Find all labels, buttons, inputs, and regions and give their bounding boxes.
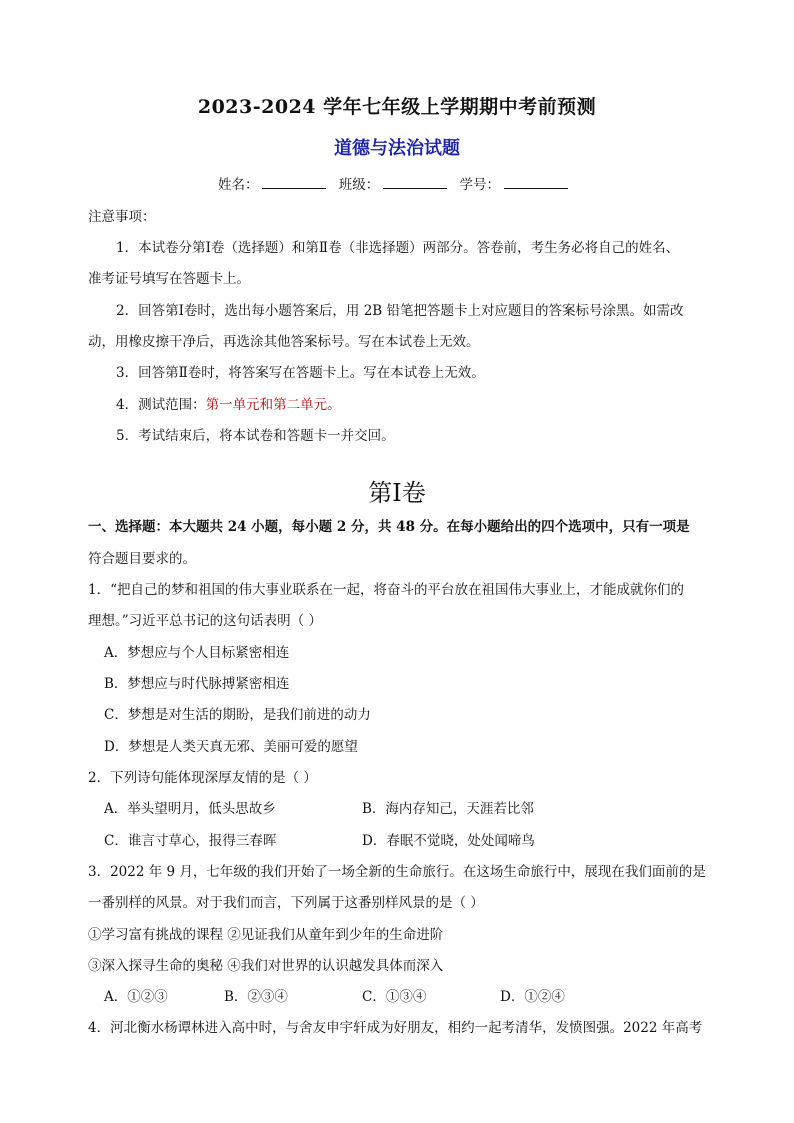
q3-statements-1: ①学习富有挑战的课程 ②见证我们从童年到少年的生命进阶: [88, 927, 444, 943]
note-1a: 1．本试卷分第Ⅰ卷（选择题）和第Ⅱ卷（非选择题）两部分。答卷前，考生务必将自己的姓名、: [116, 240, 680, 256]
note-2b: 动，用橡皮擦干净后，再选涂其他答案标号。写在本试卷上无效。: [88, 334, 480, 350]
class-blank[interactable]: [383, 176, 447, 189]
q2-option-a[interactable]: A．举头望明月，低头思故乡: [104, 801, 276, 817]
q3-stem-a: 3．2022 年 9 月，七年级的我们开始了一场全新的生命旅行。在这场生命旅行中，展现在我们面前的是: [88, 864, 706, 880]
q3-statements-2: ③深入探寻生命的奥秘 ④我们对世界的认识越发具体而深入: [88, 958, 444, 974]
q1-stem-b: 理想。”习近平总书记的这句话表明（ ）: [88, 613, 322, 629]
q2-option-b[interactable]: B．海内存知己，天涯若比邻: [362, 801, 534, 817]
q3-option-d[interactable]: D．①②④: [500, 989, 565, 1005]
q1-option-c[interactable]: C．梦想是对生活的期盼，是我们前进的动力: [104, 707, 371, 723]
q1-option-a[interactable]: A．梦想应与个人目标紧密相连: [104, 645, 290, 661]
id-label: 学号：: [459, 177, 501, 193]
q3-option-a[interactable]: A．①②③: [104, 989, 168, 1005]
student-info-line: [0, 176, 794, 194]
name-blank[interactable]: [262, 176, 326, 189]
notes-heading: 注意事项：: [88, 209, 156, 225]
note-1b: 准考证号填写在答题卡上。: [88, 271, 250, 287]
note-2a: 2．回答第Ⅰ卷时，选出每小题答案后，用 2B 铅笔把答题卡上对应题目的答案标号涂黑。如需改: [116, 303, 684, 319]
q3-option-c[interactable]: C．①③④: [362, 989, 427, 1005]
name-label: 姓名：: [217, 177, 259, 193]
note-4-prefix: 4．测试范围：: [116, 397, 206, 413]
q4-stem-a: 4．河北衡水杨谭林进入高中时，与舍友申宇轩成为好朋友，相约一起考清华，发愤图强。2022 年高考: [88, 1020, 703, 1036]
class-label: 班级：: [338, 177, 380, 193]
section-title: 第Ⅰ卷: [368, 479, 426, 507]
q2-option-d[interactable]: D．春眠不觉晓，处处闻啼鸟: [362, 833, 535, 849]
exam-title: 2023-2024 学年七年级上学期期中考前预测: [197, 96, 597, 118]
note-4-suffix: 。: [327, 397, 341, 413]
note-5: 5．考试结束后，将本试卷和答题卡一并交回。: [116, 428, 395, 444]
q1-option-b[interactable]: B．梦想应与时代脉搏紧密相连: [104, 676, 290, 692]
q3-option-b[interactable]: B．②③④: [224, 989, 288, 1005]
note-4: [116, 396, 341, 414]
id-blank[interactable]: [504, 176, 568, 189]
q2-stem: 2．下列诗句能体现深厚友情的是（ ）: [88, 770, 317, 786]
part1-intro-a: 一、选择题：本大题共 24 小题，每小题 2 分，共 48 分。在每小题给出的四个选项中，只有一项是: [88, 519, 690, 535]
exam-subtitle: 道德与法治试题: [334, 138, 460, 159]
q1-option-d[interactable]: D．梦想是人类天真无邪、美丽可爱的愿望: [104, 739, 358, 755]
q3-stem-b: 一番别样的风景。对于我们而言，下列属于这番别样风景的是（ ）: [88, 895, 484, 911]
note-4-scope: 第一单元和第二单元: [205, 397, 328, 413]
note-3: 3．回答第Ⅱ卷时，将答案写在答题卡上。写在本试卷上无效。: [116, 365, 485, 381]
q2-option-c[interactable]: C．谁言寸草心，报得三春晖: [104, 833, 277, 849]
q1-stem-a: 1．“把自己的梦和祖国的伟大事业联系在一起，将奋斗的平台放在祖国伟大事业上，才能成就你们的: [88, 582, 684, 598]
part1-intro-b: 符合题目要求的。: [88, 551, 196, 567]
